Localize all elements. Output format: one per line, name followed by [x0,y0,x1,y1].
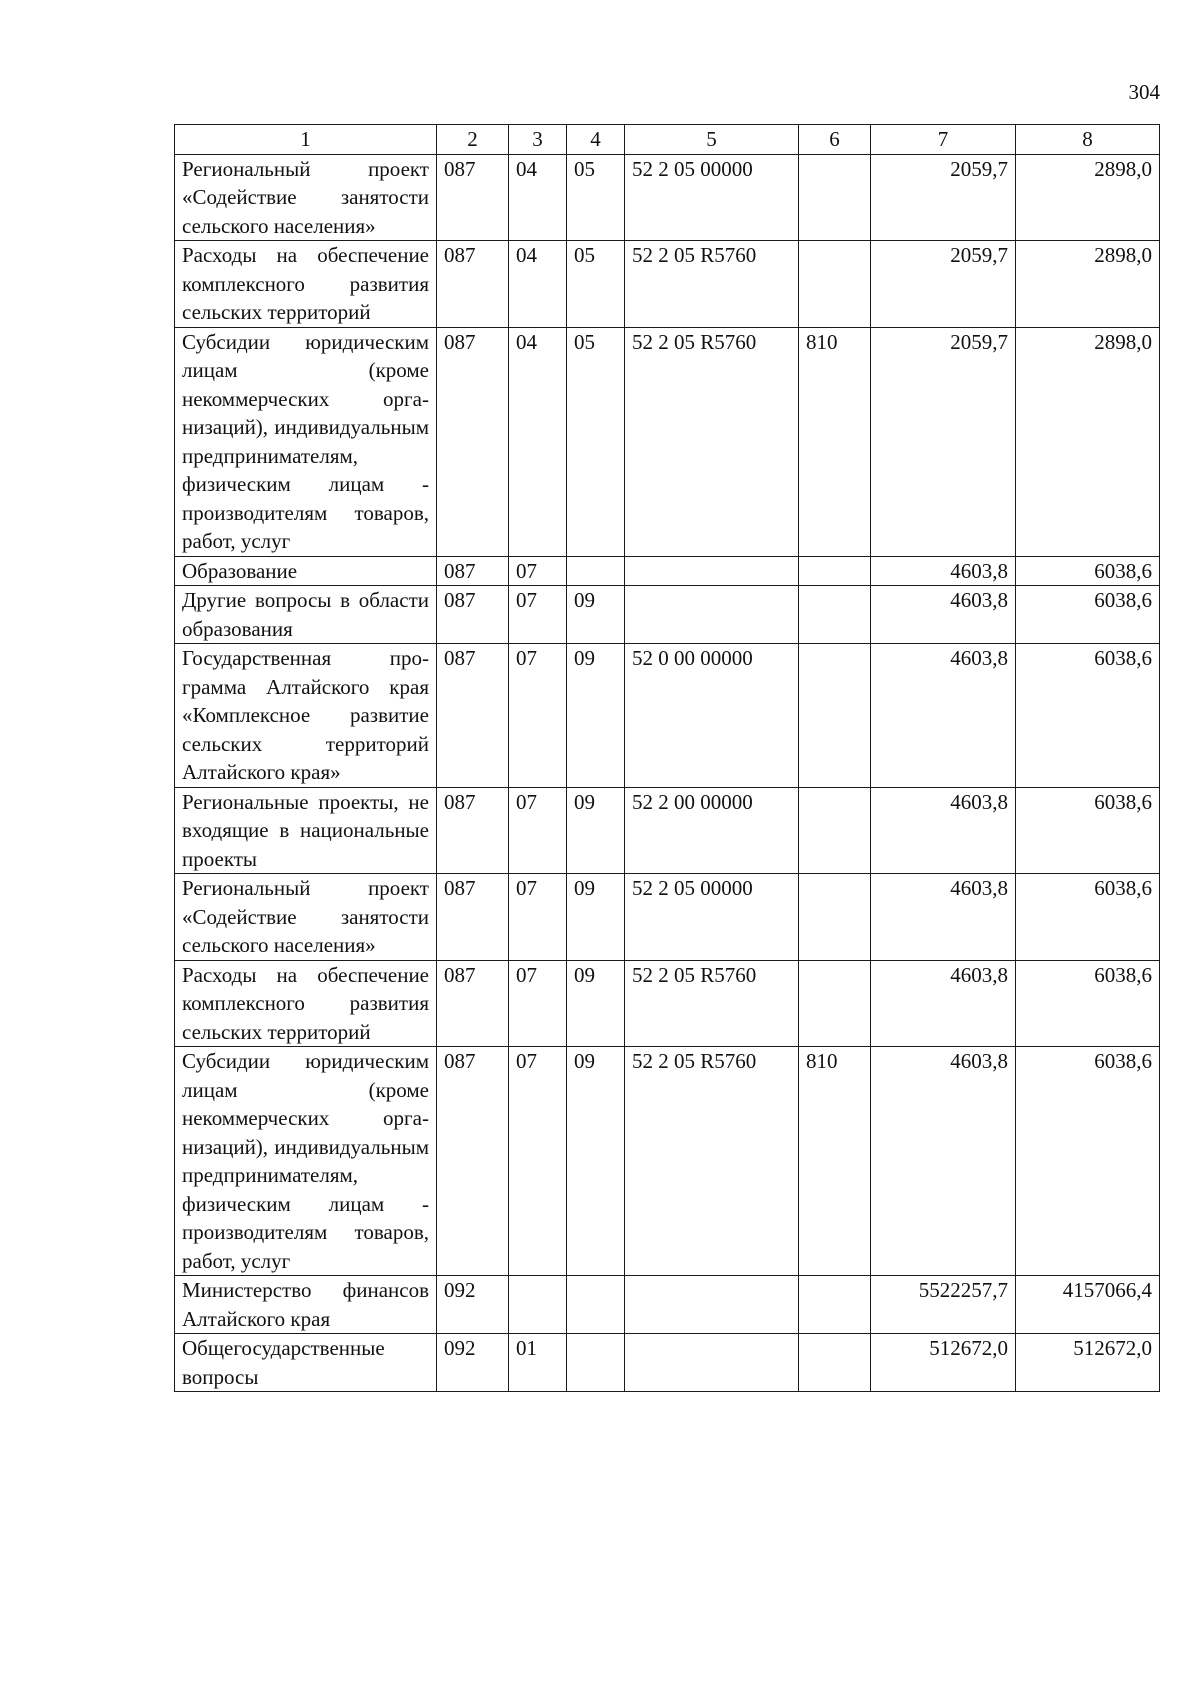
ministry-code: 087 [437,556,509,586]
row-name: Министерство финансов Алтайского края [175,1276,437,1334]
subsection-code: 09 [567,960,625,1047]
section-code: 07 [509,960,567,1047]
column-header-1: 1 [175,125,437,155]
target-article-code [625,1276,799,1334]
amount-year-2: 2898,0 [1016,154,1160,241]
row-name: Другие вопросы в области образования [175,586,437,644]
subsection-code: 09 [567,874,625,961]
expense-type-code: 810 [799,1047,871,1276]
amount-year-2: 6038,6 [1016,556,1160,586]
expense-type-code [799,1276,871,1334]
amount-year-2: 6038,6 [1016,787,1160,874]
amount-year-2: 2898,0 [1016,327,1160,556]
section-code: 07 [509,874,567,961]
expense-type-code: 810 [799,327,871,556]
section-code: 01 [509,1334,567,1392]
column-header-7: 7 [871,125,1016,155]
subsection-code: 09 [567,1047,625,1276]
expense-type-code [799,874,871,961]
table-row [175,1276,1160,1334]
amount-year-2: 6038,6 [1016,586,1160,644]
table-row [175,154,1160,241]
table-row [175,1334,1160,1392]
subsection-code: 05 [567,327,625,556]
row-name: Расходы на обеспечение комплексного развития сельских территорий [175,241,437,328]
column-header-3: 3 [509,125,567,155]
target-article-code: 52 2 05 R5760 [625,960,799,1047]
ministry-code: 087 [437,586,509,644]
subsection-code: 05 [567,241,625,328]
column-header-2: 2 [437,125,509,155]
table-body [175,154,1160,1392]
subsection-code: 09 [567,787,625,874]
amount-year-2: 6038,6 [1016,1047,1160,1276]
column-header-8: 8 [1016,125,1160,155]
table-row [175,327,1160,556]
target-article-code [625,556,799,586]
section-code: 07 [509,644,567,788]
ministry-code: 087 [437,787,509,874]
row-name: Региональные проекты, не входящие в национальные проекты [175,787,437,874]
target-article-code: 52 2 05 00000 [625,874,799,961]
expense-type-code [799,644,871,788]
ministry-code: 087 [437,327,509,556]
row-name: Расходы на обеспечение комплексного развития сельских территорий [175,960,437,1047]
expense-type-code [799,154,871,241]
section-code: 07 [509,556,567,586]
expense-type-code [799,787,871,874]
table-row [175,241,1160,328]
target-article-code [625,586,799,644]
amount-year-1: 4603,8 [871,556,1016,586]
amount-year-1: 2059,7 [871,154,1016,241]
column-header-4: 4 [567,125,625,155]
row-name: Региональный проект «Содействие занятости сельского населения» [175,874,437,961]
section-code: 04 [509,241,567,328]
amount-year-1: 2059,7 [871,241,1016,328]
section-code: 04 [509,154,567,241]
expense-type-code [799,1334,871,1392]
row-name: Общегосударственные вопросы [175,1334,437,1392]
ministry-code: 087 [437,1047,509,1276]
table-row [175,787,1160,874]
column-header-5: 5 [625,125,799,155]
ministry-code: 087 [437,960,509,1047]
row-name: Образование [175,556,437,586]
ministry-code: 087 [437,154,509,241]
ministry-code: 087 [437,874,509,961]
amount-year-1: 4603,8 [871,586,1016,644]
table-row [175,960,1160,1047]
table-row [175,556,1160,586]
amount-year-1: 4603,8 [871,874,1016,961]
subsection-code: 05 [567,154,625,241]
amount-year-2: 6038,6 [1016,874,1160,961]
row-name: Государственная программа Алтайского края «Комплексное развитие сельских территорий Алтайского края» [175,644,437,788]
section-code: 04 [509,327,567,556]
expense-type-code [799,241,871,328]
table-row [175,874,1160,961]
row-name: Субсидии юридическим лицам (кроме некоммерческих организаций), индивидуальным предпринимателям, физическим лицам - производителям товаров, работ, услуг [175,327,437,556]
table-row [175,1047,1160,1276]
target-article-code: 52 0 00 00000 [625,644,799,788]
section-code: 07 [509,1047,567,1276]
row-name: Субсидии юридическим лицам (кроме некоммерческих организаций), индивидуальным предпринимателям, физическим лицам - производителям товаров, работ, услуг [175,1047,437,1276]
page-number: 304 [1128,80,1160,104]
target-article-code: 52 2 05 R5760 [625,241,799,328]
ministry-code: 092 [437,1334,509,1392]
target-article-code: 52 2 05 R5760 [625,1047,799,1276]
amount-year-2: 6038,6 [1016,644,1160,788]
section-code: 07 [509,586,567,644]
amount-year-2: 512672,0 [1016,1334,1160,1392]
amount-year-1: 4603,8 [871,960,1016,1047]
amount-year-1: 5522257,7 [871,1276,1016,1334]
subsection-code: 09 [567,586,625,644]
amount-year-2: 4157066,4 [1016,1276,1160,1334]
section-code [509,1276,567,1334]
subsection-code [567,1334,625,1392]
amount-year-1: 2059,7 [871,327,1016,556]
expense-type-code [799,960,871,1047]
amount-year-1: 4603,8 [871,644,1016,788]
amount-year-1: 4603,8 [871,787,1016,874]
target-article-code: 52 2 05 00000 [625,154,799,241]
target-article-code [625,1334,799,1392]
ministry-code: 087 [437,644,509,788]
section-code: 07 [509,787,567,874]
table-row [175,644,1160,788]
column-header-6: 6 [799,125,871,155]
subsection-code: 09 [567,644,625,788]
amount-year-1: 4603,8 [871,1047,1016,1276]
amount-year-2: 6038,6 [1016,960,1160,1047]
subsection-code [567,1276,625,1334]
amount-year-2: 2898,0 [1016,241,1160,328]
expense-type-code [799,586,871,644]
budget-table [174,124,1160,1392]
subsection-code [567,556,625,586]
ministry-code: 087 [437,241,509,328]
amount-year-1: 512672,0 [871,1334,1016,1392]
expense-type-code [799,556,871,586]
target-article-code: 52 2 05 R5760 [625,327,799,556]
target-article-code: 52 2 00 00000 [625,787,799,874]
row-name: Региональный проект «Содействие занятости сельского населения» [175,154,437,241]
table-row [175,586,1160,644]
ministry-code: 092 [437,1276,509,1334]
table-header-row [175,125,1160,155]
